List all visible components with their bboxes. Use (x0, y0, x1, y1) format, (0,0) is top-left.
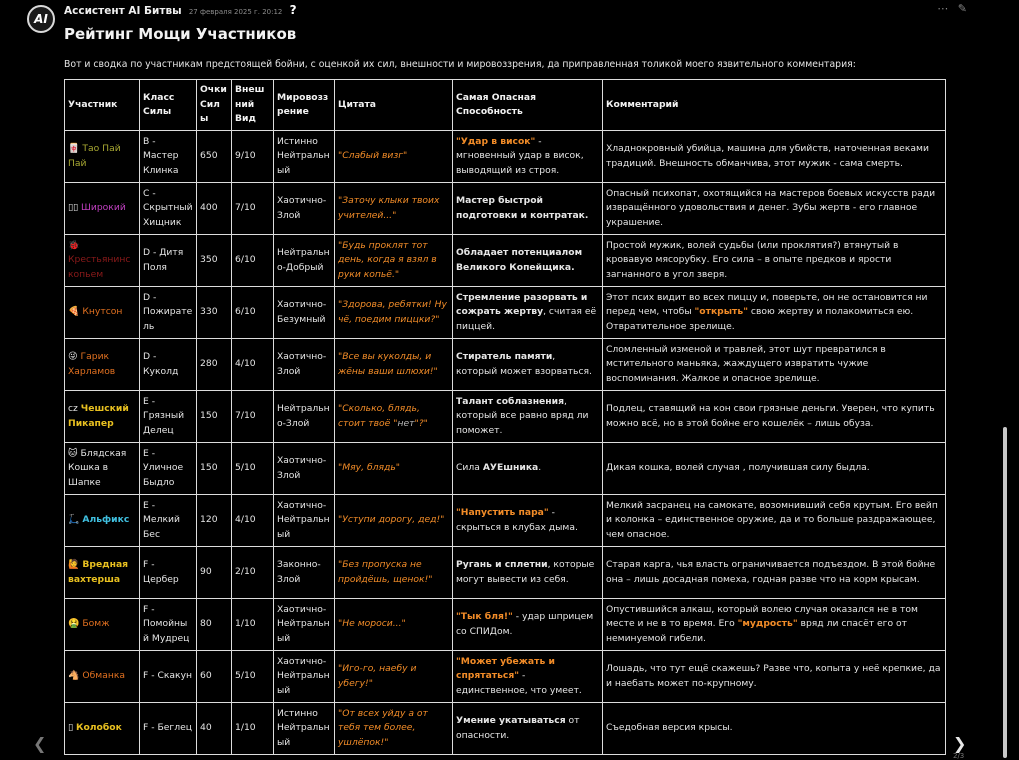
ability-text: от опасности. (456, 715, 580, 741)
power-points-cell: 40 (197, 703, 232, 755)
alignment-cell: Нейтрально-Злой (274, 391, 335, 443)
looks-cell: 6/10 (232, 287, 274, 339)
alignment-cell: Хаотично-Злой (274, 443, 335, 495)
participant-icon: cz (68, 403, 78, 414)
author-name: Ассистент AI Битвы (64, 5, 182, 17)
column-header: Мировоззрение (274, 80, 335, 131)
comment-text: Простой мужик, волей судьбы (или проклятия?) втянутый в кровавую мясорубку. Его сила – в опыте предков и ярости загнанного в угол зверя. (606, 239, 899, 280)
ability-cell (453, 287, 603, 339)
column-header: Внешний Вид (232, 80, 274, 131)
comment-text: Дикая кошка, волей случая , получившая силу быдла. (606, 462, 870, 474)
comment-text: Мелкий засранец на самокате, возомнивший себя крутым. Его вейп и колонка – единственное оружие, да и то больше раздражающее, чем опасное. (606, 499, 938, 540)
ability-text: - мгновенный удар в висок, выводящий из строя. (456, 135, 584, 176)
ability-highlight: Стремление разорвать и сожрать жертву (456, 291, 588, 318)
power-class-cell: F - Помойный Мудрец (140, 599, 197, 651)
participant-icon: 🐞 (68, 239, 80, 251)
looks-cell: 6/10 (232, 235, 274, 287)
help-icon[interactable]: ? (289, 3, 297, 17)
looks-cell: 7/10 (232, 391, 274, 443)
table-row (65, 651, 946, 703)
comment-cell (603, 443, 946, 495)
table-row (65, 495, 946, 547)
participant-cell (65, 443, 140, 495)
alignment-cell: Хаотично-Нейтральный (274, 599, 335, 651)
participant-icon: 🍕 (68, 306, 80, 318)
participant-cell (65, 183, 140, 235)
quote-text: "Будь проклят тот день, когда я взял в руки копьё." (338, 239, 437, 280)
looks-cell: 1/10 (232, 599, 274, 651)
participant-cell (65, 131, 140, 183)
quote-cell (335, 131, 453, 183)
alignment-cell: Законно-Злой (274, 547, 335, 599)
quote-text: "Здорова, ребятки! Ну чё, поедим пиццки?" (338, 299, 447, 325)
comment-text: Сломленный изменой и травлей, этот шут превратился в мстительного маньяка, жаждущего извратить чужие воспоминания. Жалкое и опасное зрелище. (606, 343, 886, 384)
power-points-cell: 150 (197, 443, 232, 495)
more-icon[interactable]: ⋯ (937, 2, 949, 15)
participant-name: Широкий (81, 202, 126, 214)
participant-cell (65, 547, 140, 599)
intro-text: Вот и сводка по участникам предстоящей бойни, с оценкой их сил, внешности и мировоззрения, да приправленная толикой моего язвительного комментария: (64, 59, 856, 70)
comment-cell (603, 599, 946, 651)
participant-name: Колобок (75, 722, 122, 734)
comment-highlight: "открыть" (694, 306, 748, 318)
looks-cell: 5/10 (232, 443, 274, 495)
comment-text: Этот псих видит во всех пиццу и, поверьте, он не остановится ни перед чем, чтобы (606, 291, 928, 318)
participant-icon: 😜 (68, 351, 78, 362)
ability-text: . (538, 462, 542, 474)
participant-icon: ▯▯ (68, 202, 79, 214)
page-title: Рейтинг Мощи Участников (64, 25, 297, 43)
quote-cell (335, 339, 453, 391)
column-header: Очки Силы (197, 80, 232, 131)
participant-cell (65, 495, 140, 547)
alignment-cell: Нейтрально-Добрый (274, 235, 335, 287)
edit-icon[interactable]: ✎ (957, 2, 967, 15)
participant-cell (65, 703, 140, 755)
looks-cell: 4/10 (232, 495, 274, 547)
participant-cell (65, 391, 140, 443)
ability-highlight: Умение укатываться (456, 715, 566, 726)
table-row (65, 183, 946, 235)
alignment-cell: Хаотично-Нейтральный (274, 495, 335, 547)
ability-highlight: "Напустить пара" (456, 507, 549, 518)
participant-name: Тао Пай Пай (68, 143, 121, 169)
ability-text: , который все равно вряд ли поможет. (456, 395, 589, 436)
comment-text: свою жертву и полакомиться ею. Отвратительное зрелище. (606, 306, 914, 332)
looks-cell: 5/10 (232, 651, 274, 703)
looks-cell: 9/10 (232, 131, 274, 183)
participant-name: Альфикс (82, 514, 130, 526)
ability-text: , которые могут вывести из себя. (456, 559, 595, 585)
comment-cell (603, 495, 946, 547)
quote-cell (335, 495, 453, 547)
quote-text: "Все вы куколды, и жёны ваши шлюхи!" (338, 351, 438, 377)
comment-cell (603, 131, 946, 183)
looks-cell: 7/10 (232, 183, 274, 235)
participant-name: Бомж (82, 618, 110, 630)
power-rating-table (64, 79, 946, 755)
ability-highlight: "Может убежать и спрятаться" (456, 655, 555, 682)
participant-name: Блядская Кошка в Шапке (68, 447, 127, 488)
comment-text: Опасный психопат, охотящийся на мастеров боевых искусств ради извращённого удовольствия и денег. Зубы жертв - его главное украшение. (606, 187, 936, 228)
alignment-cell: Хаотично-Нейтральный (274, 651, 335, 703)
table-header-row (65, 80, 946, 131)
quote-cell (335, 183, 453, 235)
scrollbar-thumb[interactable] (1003, 427, 1007, 758)
alignment-cell: Истинно Нейтральный (274, 131, 335, 183)
power-points-cell: 330 (197, 287, 232, 339)
looks-cell: 2/10 (232, 547, 274, 599)
quote-cell (335, 287, 453, 339)
participant-name: Кнутсон (82, 306, 123, 318)
participant-name: Вредная вахтерша (68, 559, 129, 585)
power-points-cell: 280 (197, 339, 232, 391)
table-body (65, 131, 946, 755)
ability-highlight: Стиратель памяти (456, 351, 553, 362)
message-date: 27 февраля 2025 г. 20:12 (188, 8, 283, 16)
quote-text: "Без пропуска не пройдёшь, щенок!" (338, 559, 433, 585)
ability-cell (453, 131, 603, 183)
alignment-cell: Хаотично-Безумный (274, 287, 335, 339)
ability-cell (453, 235, 603, 287)
participant-icon: 🐴 (68, 670, 80, 682)
ability-text: - скрыться в клубах дыма. (456, 507, 578, 533)
ability-highlight: Ругань и сплетни (456, 559, 548, 570)
power-class-cell: E - Уличное Быдло (140, 443, 197, 495)
quote-text: нет (397, 417, 415, 429)
power-class-cell: F - Беглец (140, 703, 197, 755)
power-class-cell: C - Скрытный Хищник (140, 183, 197, 235)
power-points-cell: 400 (197, 183, 232, 235)
participant-name: Обманка (82, 670, 126, 682)
ability-highlight: "Тык бля!" (456, 611, 513, 622)
looks-cell: 1/10 (232, 703, 274, 755)
participant-cell (65, 235, 140, 287)
power-points-cell: 80 (197, 599, 232, 651)
power-class-cell: E - Грязный Делец (140, 391, 197, 443)
participant-icon: ▯ (68, 722, 74, 734)
next-arrow-icon[interactable]: ❯ (953, 734, 967, 753)
comment-cell (603, 183, 946, 235)
table-row (65, 443, 946, 495)
comment-highlight: "мудрость" (737, 618, 798, 630)
comment-cell (603, 287, 946, 339)
ability-highlight: Обладает потенциалом Великого Копейщика. (456, 247, 583, 273)
power-class-cell: D - Дитя Поля (140, 235, 197, 287)
power-class-cell: D - Куколд (140, 339, 197, 391)
quote-text: "От всех уйду а от тебя тем более, ушлёпок!" (338, 707, 428, 748)
quote-text: "Иго-го, наебу и убегу!" (338, 663, 417, 689)
participant-cell (65, 599, 140, 651)
table-row (65, 287, 946, 339)
alignment-cell: Истинно Нейтральный (274, 703, 335, 755)
comment-cell (603, 235, 946, 287)
participant-icon: 🙋 (68, 559, 80, 570)
message-actions (931, 2, 967, 15)
ability-cell (453, 495, 603, 547)
table-row (65, 599, 946, 651)
quote-cell (335, 391, 453, 443)
table-row (65, 131, 946, 183)
power-class-cell: D - Пожиратель (140, 287, 197, 339)
quote-text: "Сколько, блядь, стоит твоё " (338, 403, 420, 429)
alignment-cell: Хаотично-Злой (274, 183, 335, 235)
comment-text: Старая карга, чья власть ограничивается подъездом. В этой бойне она – лишь досадная помеха, годная разве что на корм крысам. (606, 559, 936, 585)
assistant-avatar: AI (27, 5, 55, 33)
participant-icon: 🛴 (68, 514, 80, 526)
ability-cell (453, 651, 603, 703)
comment-text: Подлец, ставящий на кон свои грязные деньги. Уверен, что купить можно всё, но в этой бойне его кошелёк – лишь обуза. (606, 403, 935, 429)
quote-cell (335, 235, 453, 287)
ability-cell (453, 183, 603, 235)
comment-text: Хладнокровный убийца, машина для убийств, наточенная веками традиций. Внешность обманчива, этот мужик - сама смерть. (606, 143, 929, 169)
column-header: Цитата (335, 80, 453, 131)
ability-cell (453, 547, 603, 599)
quote-cell (335, 547, 453, 599)
ability-text: - единственное, что умеет. (456, 670, 582, 696)
quote-text: "Заточу клыки твоих учителей..." (338, 195, 440, 221)
comment-cell (603, 703, 946, 755)
ability-text: , считая её пиццей. (456, 306, 597, 332)
ability-text: Сила (456, 462, 483, 474)
alignment-cell: Хаотично-Злой (274, 339, 335, 391)
power-class-cell: F - Скакун (140, 651, 197, 703)
comment-cell (603, 339, 946, 391)
participant-icon: 🤮 (68, 618, 80, 630)
participant-cell (65, 287, 140, 339)
ability-cell (453, 703, 603, 755)
participant-cell (65, 651, 140, 703)
comment-text: Съедобная версия крысы. (606, 722, 733, 734)
participant-name: Гарик Харламов (68, 351, 116, 377)
participant-name: Чешский Пикапер (68, 403, 129, 429)
table-row (65, 339, 946, 391)
ability-highlight: Мастер быстрой подготовки и контратак. (456, 195, 589, 221)
power-points-cell: 350 (197, 235, 232, 287)
ability-text: , который может взорваться. (456, 351, 592, 377)
power-class-cell: E - Мелкий Бес (140, 495, 197, 547)
quote-cell (335, 443, 453, 495)
comment-cell (603, 651, 946, 703)
power-points-cell: 120 (197, 495, 232, 547)
quote-text: "?" (414, 417, 428, 429)
participant-icon: 🀄 (68, 143, 80, 154)
column-header: Класс Силы (140, 80, 197, 131)
power-points-cell: 90 (197, 547, 232, 599)
comment-text: Опустившийся алкаш, который волею случая оказался не в том месте и не в то время. Его (606, 603, 918, 630)
power-class-cell: F - Цербер (140, 547, 197, 599)
quote-cell (335, 651, 453, 703)
quote-text: "Не мороси..." (338, 618, 406, 630)
ability-highlight: АУЕшника (482, 462, 539, 474)
message-header (64, 3, 297, 19)
column-header: Самая Опасная Способность (453, 80, 603, 131)
ability-cell (453, 443, 603, 495)
quote-cell (335, 599, 453, 651)
column-header: Участник (65, 80, 140, 131)
looks-cell: 4/10 (232, 339, 274, 391)
participant-cell (65, 339, 140, 391)
ability-highlight: Талант соблазнения (456, 395, 564, 407)
power-points-cell: 60 (197, 651, 232, 703)
comment-text: Лошадь, что тут ещё скажешь? Разве что, копыта у неё крепкие, да и наебать может по-крупному. (606, 663, 941, 689)
ability-text: - удар шприцем со СПИДом. (456, 611, 594, 637)
table-row (65, 703, 946, 755)
participant-icon: 🐱 (68, 447, 78, 459)
comment-text: вряд ли спасёт его от неминуемой гибели. (606, 618, 907, 644)
table-row (65, 235, 946, 287)
table-row (65, 547, 946, 599)
page-counter: 2/3 (953, 752, 965, 760)
quote-text: "Уступи дорогу, дед!" (338, 514, 445, 526)
ability-cell (453, 599, 603, 651)
power-class-cell: B - Мастер Клинка (140, 131, 197, 183)
table-row (65, 391, 946, 443)
comment-cell (603, 547, 946, 599)
ability-cell (453, 391, 603, 443)
participant-name: Крестьянинс копьем (68, 254, 131, 280)
comment-cell (603, 391, 946, 443)
ability-cell (453, 339, 603, 391)
power-points-cell: 650 (197, 131, 232, 183)
quote-cell (335, 703, 453, 755)
quote-text: "Мяу, блядь" (338, 462, 401, 474)
ability-highlight: "Удар в висок" (456, 135, 536, 147)
prev-arrow-icon[interactable]: ❮ (33, 734, 47, 753)
power-points-cell: 150 (197, 391, 232, 443)
column-header: Комментарий (603, 80, 946, 131)
quote-text: "Слабый визг" (338, 150, 408, 162)
